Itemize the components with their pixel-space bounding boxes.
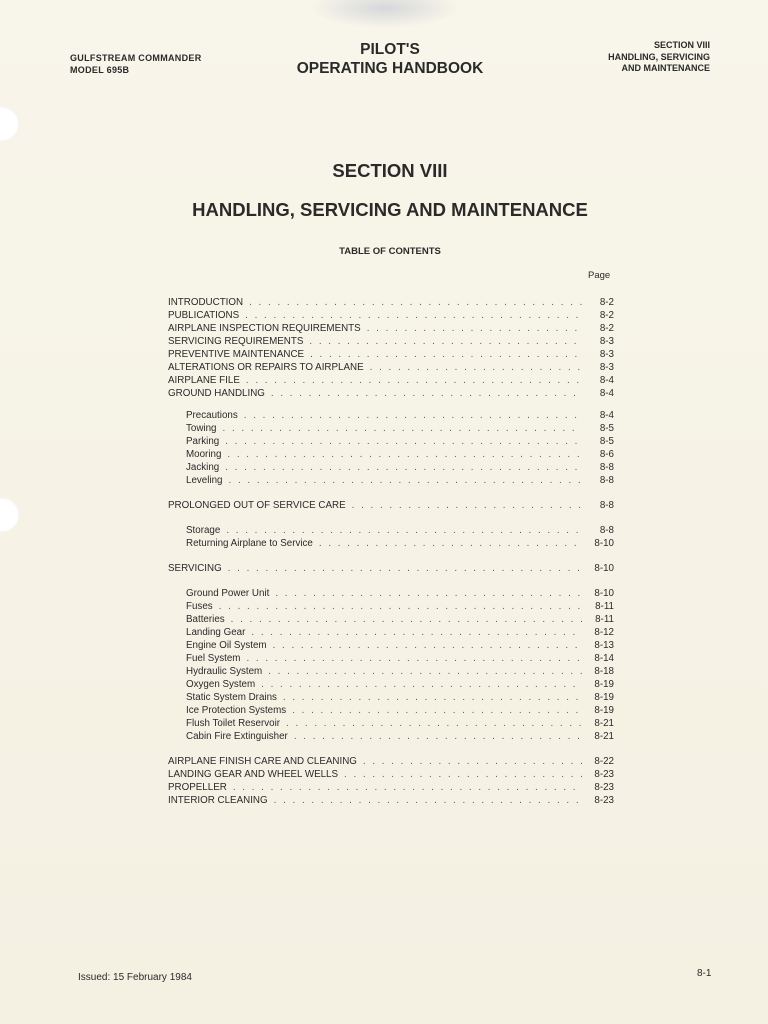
toc-entry-static-drains — [168, 691, 614, 704]
toc-entry-introduction — [168, 296, 614, 309]
toc-entry-storage — [168, 524, 614, 537]
leader-dots — [246, 652, 582, 665]
header-section-name-2: AND MAINTENANCE — [621, 63, 710, 73]
leader-dots — [363, 755, 582, 768]
toc-label: Mooring — [186, 449, 222, 460]
toc-label: Ground Power Unit — [186, 588, 270, 599]
toc-entry-fuel — [168, 652, 614, 665]
toc-entry-batteries — [168, 613, 614, 626]
toc-page: 8-3 — [599, 349, 614, 360]
toc-entry-finish-care — [168, 755, 614, 768]
toc-label: Engine Oil System — [186, 640, 267, 651]
leader-dots — [246, 374, 582, 387]
toc-page: 8-8 — [599, 500, 614, 511]
toc-page: 8-2 — [599, 297, 614, 308]
toc-label: Towing — [186, 423, 217, 434]
toc-page: 8-13 — [594, 640, 614, 651]
leader-dots — [275, 587, 582, 600]
toc-entry-leveling — [168, 474, 614, 487]
toc-entry-fire-extinguisher — [168, 730, 614, 743]
header-left — [70, 52, 202, 76]
toc-entry-ground-power — [168, 587, 614, 600]
leader-dots — [227, 448, 582, 461]
leader-dots — [292, 704, 582, 717]
leader-dots — [249, 296, 582, 309]
toc-entry-towing — [168, 422, 614, 435]
leader-dots — [231, 613, 582, 626]
page-column-label: Page — [588, 270, 611, 281]
toc-label: AIRPLANE FILE — [168, 375, 240, 386]
toc-page: 8-3 — [599, 362, 614, 373]
toc-label: Oxygen System — [186, 679, 256, 690]
toc-entry-engine-oil — [168, 639, 614, 652]
toc-page: 8-8 — [599, 525, 614, 536]
toc-label: AIRPLANE FINISH CARE AND CLEANING — [168, 756, 357, 767]
toc-page: 8-4 — [599, 410, 614, 421]
leader-dots — [223, 422, 583, 435]
leader-dots — [319, 537, 582, 550]
toc-page: 8-6 — [599, 449, 614, 460]
toc-label: Fuel System — [186, 653, 241, 664]
toc-page: 8-8 — [599, 462, 614, 473]
toc-label: PROPELLER — [168, 782, 227, 793]
toc-label: Fuses — [186, 601, 213, 612]
toc-page: 8-23 — [594, 795, 614, 806]
section-title: SECTION VIII — [332, 160, 448, 181]
toc-page: 8-21 — [594, 731, 614, 742]
toc-entry-servicing — [168, 562, 614, 575]
toc-label: AIRPLANE INSPECTION REQUIREMENTS — [168, 323, 361, 334]
leader-dots — [226, 524, 582, 537]
toc-label: Storage — [186, 525, 221, 536]
toc-page: 8-5 — [599, 423, 614, 434]
toc-label: PREVENTIVE MAINTENANCE — [168, 349, 305, 360]
leader-dots — [271, 387, 582, 400]
toc-entry-returning — [168, 537, 614, 550]
toc-page: 8-19 — [594, 705, 614, 716]
toc-entry-fuses — [168, 600, 614, 613]
scan-smudge — [310, 0, 460, 28]
leader-dots — [251, 626, 582, 639]
header-manufacturer: GULFSTREAM COMMANDER — [70, 53, 202, 63]
leader-dots — [294, 730, 582, 743]
toc-page: 8-8 — [599, 475, 614, 486]
toc-label: Static System Drains — [186, 692, 277, 703]
toc-page: 8-12 — [594, 627, 614, 638]
toc-page: 8-19 — [594, 679, 614, 690]
toc-page: 8-2 — [599, 323, 614, 334]
header-right — [608, 40, 710, 75]
toc-title: TABLE OF CONTENTS — [339, 246, 441, 257]
header-section-name-1: HANDLING, SERVICING — [608, 51, 710, 62]
leader-dots — [273, 639, 582, 652]
toc-entry-propeller — [168, 781, 614, 794]
leader-dots — [309, 335, 582, 348]
toc-label: Returning Airplane to Service — [186, 538, 313, 549]
toc-entry-wheel-wells — [168, 768, 614, 781]
toc-label: Precautions — [186, 410, 238, 421]
toc-label: INTRODUCTION — [168, 297, 244, 308]
toc-entry-publications — [168, 309, 614, 322]
toc-label: INTERIOR CLEANING — [168, 795, 268, 806]
toc-page: 8-22 — [594, 756, 614, 767]
leader-dots — [244, 409, 582, 422]
leader-dots — [225, 435, 582, 448]
toc-page: 8-10 — [594, 538, 614, 549]
toc-page: 8-10 — [594, 588, 614, 599]
table-of-contents — [168, 296, 614, 807]
header-section: SECTION VIII — [653, 40, 710, 50]
leader-dots — [261, 678, 582, 691]
toc-page: 8-14 — [594, 653, 614, 664]
toc-label: Landing Gear — [186, 627, 246, 638]
toc-label: Jacking — [186, 462, 220, 473]
toc-label: PROLONGED OUT OF SERVICE CARE — [168, 500, 346, 511]
toc-page: 8-3 — [599, 336, 614, 347]
toc-page: 8-11 — [595, 614, 614, 625]
punch-hole-top — [0, 107, 20, 141]
toc-entry-parking — [168, 435, 614, 448]
header-model: MODEL 695B — [70, 65, 130, 75]
toc-page: 8-11 — [595, 601, 614, 612]
toc-entry-alterations — [168, 361, 614, 374]
leader-dots — [286, 717, 582, 730]
punch-hole-middle — [0, 498, 20, 532]
leader-dots — [245, 309, 582, 322]
toc-entry-ground-handling — [168, 387, 614, 400]
leader-dots — [344, 768, 582, 781]
leader-dots — [219, 600, 582, 613]
toc-entry-precautions — [168, 409, 614, 422]
toc-label: Leveling — [186, 475, 223, 486]
toc-page: 8-18 — [594, 666, 614, 677]
toc-label: Cabin Fire Extinguisher — [186, 731, 288, 742]
toc-entry-oxygen — [168, 678, 614, 691]
toc-label: SERVICING REQUIREMENTS — [168, 336, 304, 347]
toc-label: GROUND HANDLING — [168, 388, 265, 399]
leader-dots — [225, 461, 582, 474]
toc-page: 8-5 — [599, 436, 614, 447]
leader-dots — [310, 348, 582, 361]
toc-page: 8-19 — [594, 692, 614, 703]
toc-page: 8-4 — [599, 388, 614, 399]
footer-page-number: 8-1 — [697, 968, 712, 979]
toc-entry-preventive — [168, 348, 614, 361]
toc-entry-landing-gear — [168, 626, 614, 639]
header-center — [270, 40, 510, 78]
leader-dots — [268, 665, 582, 678]
footer-issued: Issued: 15 February 1984 — [78, 972, 192, 983]
toc-entry-airplane-file — [168, 374, 614, 387]
toc-page: 8-10 — [594, 563, 614, 574]
toc-page: 8-2 — [599, 310, 614, 321]
section-subtitle: HANDLING, SERVICING AND MAINTENANCE — [192, 199, 588, 220]
leader-dots — [229, 474, 583, 487]
toc-label: LANDING GEAR AND WHEEL WELLS — [168, 769, 339, 780]
toc-page: 8-4 — [599, 375, 614, 386]
toc-label: Ice Protection Systems — [186, 705, 287, 716]
header-title-line2: OPERATING HANDBOOK — [296, 60, 484, 77]
toc-entry-ice-protection — [168, 704, 614, 717]
leader-dots — [352, 499, 582, 512]
toc-page: 8-23 — [594, 769, 614, 780]
toc-label: Batteries — [186, 614, 225, 625]
toc-entry-jacking — [168, 461, 614, 474]
toc-entry-flush-toilet — [168, 717, 614, 730]
toc-entry-mooring — [168, 448, 614, 461]
toc-label: Hydraulic System — [186, 666, 263, 677]
toc-entry-servicing-requirements — [168, 335, 614, 348]
toc-page: 8-21 — [594, 718, 614, 729]
leader-dots — [370, 361, 582, 374]
leader-dots — [283, 691, 582, 704]
leader-dots — [233, 781, 582, 794]
toc-page: 8-23 — [594, 782, 614, 793]
toc-entry-prolonged — [168, 499, 614, 512]
leader-dots — [274, 794, 582, 807]
leader-dots — [367, 322, 582, 335]
toc-entry-interior — [168, 794, 614, 807]
toc-label: Flush Toilet Reservoir — [186, 718, 281, 729]
toc-entry-inspection — [168, 322, 614, 335]
toc-label: PUBLICATIONS — [168, 310, 240, 321]
header-title-line1: PILOT'S — [360, 41, 420, 58]
toc-label: SERVICING — [168, 563, 222, 574]
toc-entry-hydraulic — [168, 665, 614, 678]
leader-dots — [228, 562, 582, 575]
toc-label: ALTERATIONS OR REPAIRS TO AIRPLANE — [168, 362, 364, 373]
toc-label: Parking — [186, 436, 220, 447]
